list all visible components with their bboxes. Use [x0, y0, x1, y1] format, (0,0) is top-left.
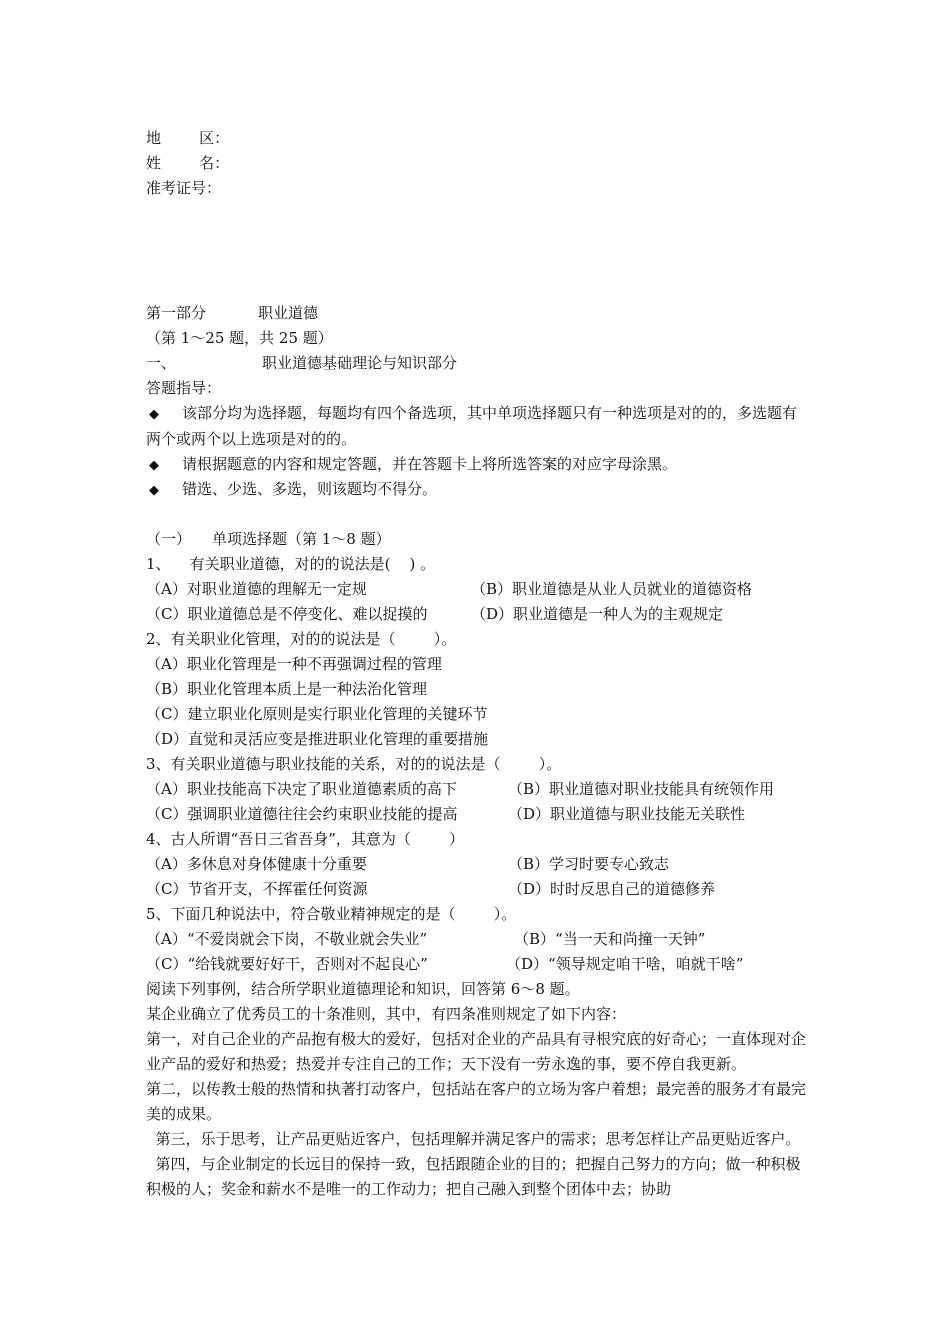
- option-a: （A）对职业道德的理解无一定规: [146, 580, 367, 598]
- reading-paragraph-1: 第一，对自己企业的产品抱有极大的爱好，包括对企业的产品具有寻根究底的好奇心；一直体现对企业产品的爱好和热爱；热爱并专注自己的工作；天下没有一劳永逸的事，要不停自我更新。: [146, 1030, 807, 1073]
- option-b: （B）职业化管理本质上是一种法治化管理: [146, 680, 428, 698]
- reading-lead: 某企业确立了优秀员工的十条准则，其中，有四条准则规定了如下内容：: [146, 1005, 627, 1023]
- option-b: （B）学习时要专心致志: [508, 855, 670, 873]
- question-4-options-cd: [146, 877, 810, 902]
- subsection-title: 单项选择题（第 1～8 题）: [212, 530, 391, 548]
- diamond-bullet-icon: ◆: [149, 483, 159, 498]
- option-a: （A）“不爱岗就会下岗，不敬业就会失业”: [146, 930, 428, 948]
- option-c: （C）“给钱就要好好干，否则对不起良心”: [146, 955, 428, 973]
- option-d: （D）直觉和灵活应变是推进职业化管理的重要措施: [146, 730, 489, 748]
- question-3-options-ab: [146, 777, 810, 802]
- question-5-options-ab: [146, 927, 810, 952]
- question-2-stem: 2、有关职业化管理，对的的说法是（ ）。: [146, 630, 457, 648]
- diamond-bullet-icon: ◆: [149, 407, 159, 422]
- guide-bullet-2: [146, 452, 810, 477]
- reading-paragraph-2: 第二，以传教士般的热情和执著打动客户，包括站在客户的立场为客户着想；最完善的服务才有最完美的成果。: [146, 1080, 807, 1123]
- guide-bullet-text: 请根据题意的内容和规定答题，并在答题卡上将所选答案的对应字母涂黑。: [182, 455, 678, 473]
- option-c: （C）节省开支，不挥霍任何资源: [146, 880, 368, 898]
- guide-bullet-text: 错选、少选、多选，则该题均不得分。: [182, 480, 438, 498]
- subsection-number: （一）: [146, 530, 192, 548]
- option-a: （A）职业技能高下决定了职业道德素质的高下: [146, 780, 457, 798]
- document-body: [146, 126, 810, 1202]
- question-1-options-cd: [146, 602, 810, 627]
- name-label: 姓 名：: [146, 154, 230, 172]
- option-d: （D）时时反思自己的道德修养: [508, 880, 716, 898]
- section-heading: [146, 351, 810, 376]
- reading-intro: 阅读下列事例，结合所学职业道德理论和知识，回答第 6～8 题。: [146, 980, 580, 998]
- question-5-stem: 5、下面几种说法中，符合敬业精神规定的是（ ）。: [146, 905, 517, 923]
- option-d: （D）职业道德与职业技能无关联性: [508, 805, 746, 823]
- subsection-heading: [146, 527, 810, 552]
- option-b: （B）职业道德是从业人员就业的道德资格: [471, 580, 753, 598]
- diamond-bullet-icon: ◆: [149, 458, 159, 473]
- question-1-options-ab: [146, 577, 810, 602]
- part-title: [146, 301, 810, 326]
- option-c: （C）职业道德总是不停变化、难以捉摸的: [146, 605, 428, 623]
- section-title: 职业道德基础理论与知识部分: [262, 354, 458, 372]
- exam-id-label: 准考证号：: [146, 179, 222, 197]
- question-1-stem: 1、 有关职业道德，对的的说法是( ) 。: [146, 555, 436, 573]
- guide-bullet-text: 该部分均为选择题，每题均有四个备选项，其中单项选择题只有一种选项是对的的，多选题有两个或两个以上选项是对的的。: [146, 404, 798, 448]
- option-c: （C）建立职业化原则是实行职业化管理的关键环节: [146, 705, 488, 723]
- question-3-stem: 3、有关职业道德与职业技能的关系，对的的说法是（ ）。: [146, 755, 562, 773]
- option-b: （B）“当一天和尚撞一天钟”: [514, 930, 706, 948]
- reading-paragraph-3: 第三，乐于思考，让产品更贴近客户，包括理解并满足客户的需求；思考怎样让产品更贴近客户。: [146, 1130, 801, 1148]
- option-d: （D）职业道德是一种人为的主观规定: [471, 605, 724, 623]
- guide-bullet-1: [146, 401, 810, 452]
- guide-label: 答题指导：: [146, 379, 222, 397]
- section-number: 一、: [146, 354, 177, 372]
- guide-bullet-3: [146, 477, 810, 502]
- question-4-options-ab: [146, 852, 810, 877]
- part-name: 职业道德: [258, 304, 319, 322]
- option-c: （C）强调职业道德往往会约束职业技能的提高: [146, 805, 458, 823]
- question-5-options-cd: [146, 952, 810, 977]
- region-label: 地 区：: [146, 129, 230, 147]
- question-4-stem: 4、古人所谓“吾日三省吾身”，其意为（ ）: [146, 830, 465, 848]
- part-range: （第 1～25 题，共 25 题）: [146, 329, 333, 347]
- option-a: （A）职业化管理是一种不再强调过程的管理: [146, 655, 442, 673]
- option-a: （A）多休息对身体健康十分重要: [146, 855, 367, 873]
- reading-paragraph-4: 第四，与企业制定的长远目的保持一致，包括跟随企业的目的；把握自己努力的方向；做一种积极积极的人；奖金和薪水不是唯一的工作动力；把自己融入到整个团体中去；协助: [146, 1155, 801, 1198]
- part-number: 第一部分: [146, 304, 207, 322]
- question-3-options-cd: [146, 802, 810, 827]
- option-b: （B）职业道德对职业技能具有统领作用: [508, 780, 775, 798]
- option-d: （D）“领导规定咱干啥，咱就干啥”: [506, 955, 744, 973]
